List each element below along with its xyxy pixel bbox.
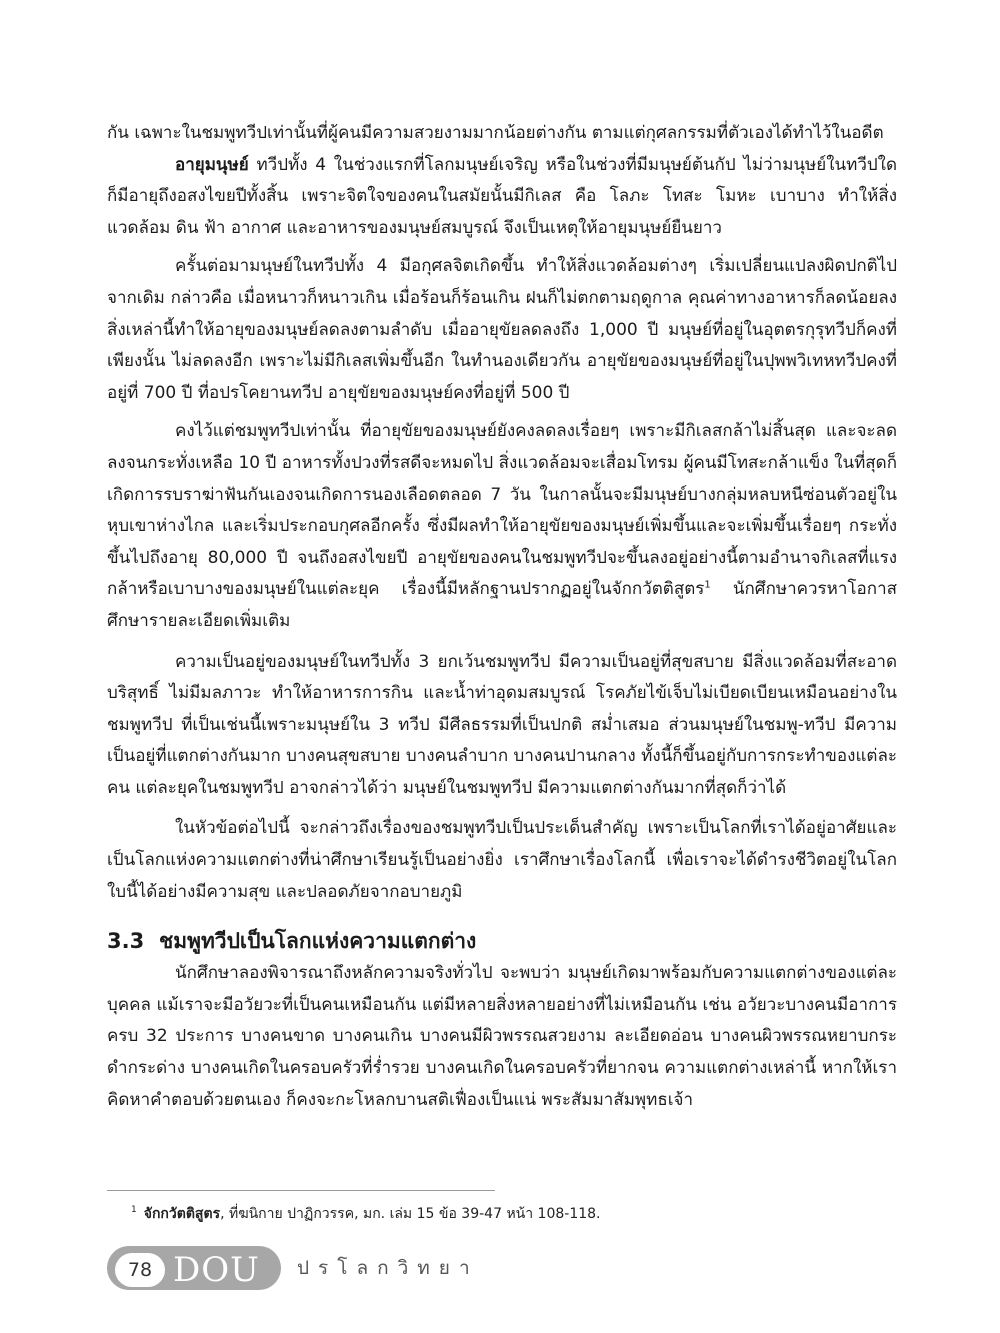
paragraph-text: นักศึกษาควรหาโอกาสศึกษารายละเอียดเพิ่มเติม xyxy=(107,579,897,631)
paragraph-text: คงไว้แต่ชมพูทวีปเท่านั้น ที่อายุขัยของมนุษย์ยังคงลดลงเรื่อยๆ เพราะมีกิเลสกล้าไม่สิ้นสุด และจะลดลงจนกระทั่งเหลือ 10 ปี อาหารทั้งปวงที่รสดีจะหมดไป สิ่งแวดล้อมจะเสื่อมโทรม ผู้คนมีโทสะกล้าแข็ง ในที่สุดก็เกิดการรบราฆ่าฟันกันเองจนเกิดการนองเลือดตลอด 7 วัน ในกาลนั้นจะมีมนุษย์บางกลุ่มหลบหนีซ่อนตัวอยู่ในหุบเขาห่างไกล และเริ่มประกอบกุศลอีกครั้ง ซึ่งมีผลทำให้อายุขัยของมนุษย์เพิ่มขึ้นและจะเพิ่มขึ้นเรื่อยๆ กระทั่งขึ้นไปถึงอายุ 80,000 ปี จนถึงอสงไขยปี อายุขัยของคนในชมพูทวีปจะขึ้นลงอยู่อย่างนี้ตามอำนาจกิเลสที่แรงกล้าหรือเบาบางของมนุษย์ในแต่ละยุค เรื่องนี้มีหลักฐานปรากฏอยู่ในจักกวัตติสูตร xyxy=(107,421,897,600)
footnote xyxy=(131,1204,601,1224)
term-human-lifespan: อายุมนุษย์ xyxy=(175,154,249,175)
footnote-reference[interactable]: 1 xyxy=(704,579,711,591)
paragraph-unwholesome-mind: ครั้นต่อมามนุษย์ในทวีปทั้ง 4 มีอกุศลจิตเกิดขึ้น ทำให้สิ่งแวดล้อมต่างๆ เริ่มเปลี่ยนแปลงผิดปกติไปจากเดิม กล่าวคือ เมื่อหนาวก็หนาวเกิน เมื่อร้อนก็ร้อนเกิน ฝนก็ไม่ตกตามฤดูกาล คุณค่าทางอาหารก็ลดน้อยลง สิ่งเหล่านี้ทำให้อายุของมนุษย์ลดลงตามลำดับ เมื่ออายุขัยลดลงถึง 1,000 ปี มนุษย์ที่อยู่ในอุตตรกุรุทวีปก็คงที่เพียงนั้น ไม่ลดลงอีก เพราะไม่มีกิเลสเพิ่มขึ้นอีก ในทำนองเดียวกัน อายุขัยของมนุษย์ที่อยู่ในปุพพวิเทหทวีปคงที่อยู่ที่ 700 ปี ที่อปรโคยานทวีป อายุขัยของมนุษย์คงที่อยู่ที่ 500 ปี xyxy=(107,256,897,403)
section-heading xyxy=(107,924,897,958)
section-number: 3.3 xyxy=(107,929,145,954)
page-footer xyxy=(107,1244,587,1292)
course-title: ปรโลกวิทยา xyxy=(297,1257,479,1279)
dou-logo: DOU xyxy=(173,1250,260,1290)
footnote-divider xyxy=(107,1190,495,1191)
footnote-source-title: จักกวัตติสูตร xyxy=(143,1206,221,1222)
paragraph-human-lifespan xyxy=(107,150,897,245)
paragraph-differences: นักศึกษาลองพิจารณาถึงหลักความจริงทั่วไป จะพบว่า มนุษย์เกิดมาพร้อมกับความแตกต่างของแต่ละบุคคล แม้เราจะมีอวัยวะที่เป็นคนเหมือนกัน แต่มีหลายสิ่งหลายอย่างที่ไม่เหมือนกัน เช่น อวัยวะบางคนมีอาการครบ 32 ประการ บางคนขาด บางคนเกิน บางคนมีผิวพรรณสวยงาม ละเอียดอ่อน บางคนผิวพรรณหยาบกระดำกระด่าง บางคนเกิดในครอบครัวที่ร่ำรวย บางคนเกิดในครอบครัวที่ยากจน ความแตกต่างเหล่านี้ หากให้เราคิดหาคำตอบด้วยตนเอง ก็คงจะกะโหลกบานสติเฟื่องเป็นแน่ พระสัมมาสัมพุทธเจ้า xyxy=(107,963,897,1110)
footer-badge xyxy=(107,1246,281,1290)
footnote-citation: , ที่ฆนิกาย ปาฏิกวรรค, มก. เล่ม 15 ข้อ 39-47 หน้า 108-118. xyxy=(220,1206,601,1222)
paragraph-continuation: กัน เฉพาะในชมพูทวีปเท่านั้นที่ผู้คนมีความสวยงามมากน้อยต่างกัน ตามแต่กุศลกรรมที่ตัวเองได้ทำไว้ในอดีต xyxy=(107,123,884,143)
page-number: 78 xyxy=(115,1253,165,1287)
section-title: ชมพูทวีปเป็นโลกแห่งความแตกต่าง xyxy=(159,929,477,954)
paragraph-text: ทวีปทั้ง 4 ในช่วงแรกที่โลกมนุษย์เจริญ หรือในช่วงที่มีมนุษย์ต้นกัป ไม่ว่ามนุษย์ในทวีปใด ก็มีอายุถึงอสงไขยปีทั้งสิ้น เพราะจิตใจของคนในสมัยนั้นมีกิเลส คือ โลภะ โทสะ โมหะ เบาบาง ทำให้สิ่งแวดล้อม ดิน ฟ้า อากาศ และอาหารของมนุษย์สมบูรณ์ จึงเป็นเหตุให้อายุมนุษย์ยืนยาว xyxy=(107,154,897,238)
paragraph-jambudvipa-decline xyxy=(107,416,897,637)
footnote-marker: 1 xyxy=(131,1205,137,1216)
paragraph-next-topic: ในหัวข้อต่อไปนี้ จะกล่าวถึงเรื่องของชมพูทวีปเป็นประเด็นสำคัญ เพราะเป็นโลกที่เราได้อยู่อาศัยและเป็นโลกแห่งความแตกต่างที่น่าศึกษาเรียนรู้เป็นอย่างยิ่ง เราศึกษาเรื่องโลกนี้ เพื่อเราจะได้ดำรงชีวิตอยู่ในโลกใบนี้ได้อย่างมีความสุข และปลอดภัยจากอบายภูมิ xyxy=(107,818,897,902)
page-body xyxy=(107,118,897,1116)
paragraph-three-continents: ความเป็นอยู่ของมนุษย์ในทวีปทั้ง 3 ยกเว้นชมพูทวีป มีความเป็นอยู่ที่สุขสบาย มีสิ่งแวดล้อมที่สะอาดบริสุทธิ์ ไม่มีมลภาวะ ทำให้อาหารการกิน และน้ำท่าอุดมสมบูรณ์ โรคภัยไข้เจ็บไม่เบียดเบียนเหมือนอย่างในชมพูทวีป ที่เป็นเช่นนี้เพราะมนุษย์ใน 3 ทวีป มีศีลธรรมที่เป็นปกติ สม่ำเสมอ ส่วนมนุษย์ในชมพู-ทวีป มีความเป็นอยู่ที่แตกต่างกันมาก บางคนสุขสบาย บางคนลำบาก บางคนปานกลาง ทั้งนี้ก็ขึ้นอยู่กับการกระทำของแต่ละคน แต่ละยุคในชมพูทวีป อาจกล่าวได้ว่า มนุษย์ในชมพูทวีป มีความแตกต่างกันมากที่สุดก็ว่าได้ xyxy=(107,651,897,798)
